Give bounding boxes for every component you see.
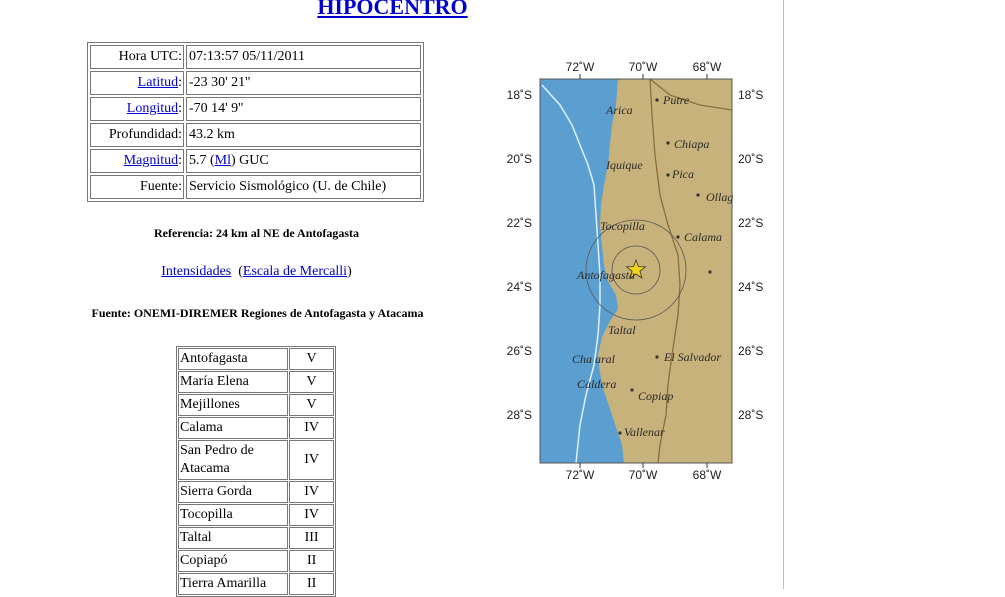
referencia-text: Referencia: 24 km al NE de Antofagasta [153,226,360,240]
lat-label: 18˚S [738,88,764,102]
lat-label: 18˚S [506,88,532,102]
magnitud-scale-link[interactable]: Ml [214,153,232,168]
intensidades-link[interactable]: Intensidades [161,264,232,279]
intensity-place: Copiapó [178,550,288,572]
table-row [178,504,334,526]
lat-label: 26˚S [738,344,764,358]
table-row [178,348,334,370]
table-row [178,371,334,393]
intensity-value: III [289,527,334,549]
latitud-label-cell [90,71,184,95]
lat-label: 28˚S [506,408,532,422]
table-row [178,394,334,416]
table-row [178,573,334,595]
lon-label-top: 68˚W [692,60,722,74]
city-chiapa: Chiapa [674,137,710,151]
intensity-value: V [289,371,334,393]
lat-labels-left [507,88,532,422]
hora-label: Hora UTC: [90,45,184,69]
city-caldera: Caldera [577,377,617,391]
hora-value: 07:13:57 05/11/2011 [186,45,421,69]
city-vallenar: Vallenar [624,425,665,439]
intensity-place: Mejillones [178,394,288,416]
city-chanaral: Cha aral [572,352,616,366]
hypocenter-info-table [87,42,424,202]
intensity-place: Sierra Gorda [178,481,288,503]
table-row [90,97,421,121]
latitud-value: -23 30' 21'' [186,71,421,95]
table-row [178,550,334,572]
intensity-place: San Pedro de Atacama [178,440,288,480]
longitud-link[interactable]: Longitud [126,101,179,116]
fuente-intensidades-text: Fuente: ONEMI-DIREMER Regiones de Antofagasta y Atacama [91,306,424,320]
city-antofagasta: Antofagasta [577,268,636,282]
intensity-place: Tierra Amarilla [178,573,288,595]
intensity-value: IV [289,440,334,480]
lat-label: 28˚S [738,408,764,422]
city-taltal: Taltal [608,323,636,337]
colon: : [178,75,182,90]
epicenter-map [500,55,770,485]
city-arica: Arica [606,103,633,117]
profundidad-label: Profundidad: [90,123,184,147]
escala-mercalli-link[interactable]: Escala de Mercalli [242,264,348,279]
intensity-value: II [289,573,334,595]
magnitud-agency: ) GUC [231,153,269,168]
table-row [178,481,334,503]
intensity-value: IV [289,504,334,526]
city-calama: Calama [684,230,723,244]
city-ollague: Ollag [706,190,734,204]
intensity-place: Tocopilla [178,504,288,526]
lat-label: 20˚S [738,152,764,166]
table-row [178,440,334,480]
intensity-value: V [289,394,334,416]
lat-label: 24˚S [738,280,764,294]
table-row [178,417,334,439]
longitud-value: -70 14' 9'' [186,97,421,121]
intensity-place: María Elena [178,371,288,393]
open-paren: ( [238,264,243,279]
city-iquique: Iquique [606,158,643,172]
intensidades-links [88,264,425,280]
table-row [90,149,421,173]
intensity-value: IV [289,481,334,503]
colon: : [178,101,182,116]
profundidad-value: 43.2 km [186,123,421,147]
city-putre: Putre [663,93,690,107]
lat-label: 26˚S [506,344,532,358]
fuente-value: Servicio Sismológico (U. de Chile) [186,175,421,199]
intensity-table-body [178,348,334,595]
intensity-table [176,346,336,597]
city-el-salvador: El Salvador [664,350,721,364]
lat-label: 20˚S [506,152,532,166]
lat-label: 24˚S [506,280,532,294]
magnitud-value [186,149,421,173]
lat-label: 22˚S [506,216,532,230]
latitud-link[interactable]: Latitud [137,75,179,90]
intensity-value: IV [289,417,334,439]
lon-label-top: 70˚W [628,60,658,74]
intensity-value: V [289,348,334,370]
table-row [90,71,421,95]
lon-label-bottom: 70˚W [628,468,658,482]
lat-labels-right [738,88,763,422]
intensity-value: II [289,550,334,572]
page-title-link[interactable]: HIPOCENTRO [317,0,468,19]
magnitud-number: 5.7 ( [189,153,215,168]
table-row [90,45,421,69]
close-paren: ) [347,264,352,279]
lat-label: 22˚S [738,216,764,230]
intensity-place: Calama [178,417,288,439]
intensity-place: Antofagasta [178,348,288,370]
vertical-divider [783,0,784,589]
lon-label-bottom: 72˚W [565,468,595,482]
page-title[interactable] [300,0,485,20]
city-tocopilla: Tocopilla [600,219,645,233]
longitud-label-cell [90,97,184,121]
table-row [90,175,421,199]
city-copiapo: Copiap [638,389,674,403]
magnitud-label-cell [90,149,184,173]
colon: : [178,153,182,168]
magnitud-link[interactable]: Magnitud [123,153,179,168]
table-row [90,123,421,147]
lon-label-top: 72˚W [565,60,595,74]
lon-label-bottom: 68˚W [692,468,722,482]
city-pica: Pica [672,167,694,181]
intensity-place: Taltal [178,527,288,549]
table-row [178,527,334,549]
fuente-label: Fuente: [90,175,184,199]
